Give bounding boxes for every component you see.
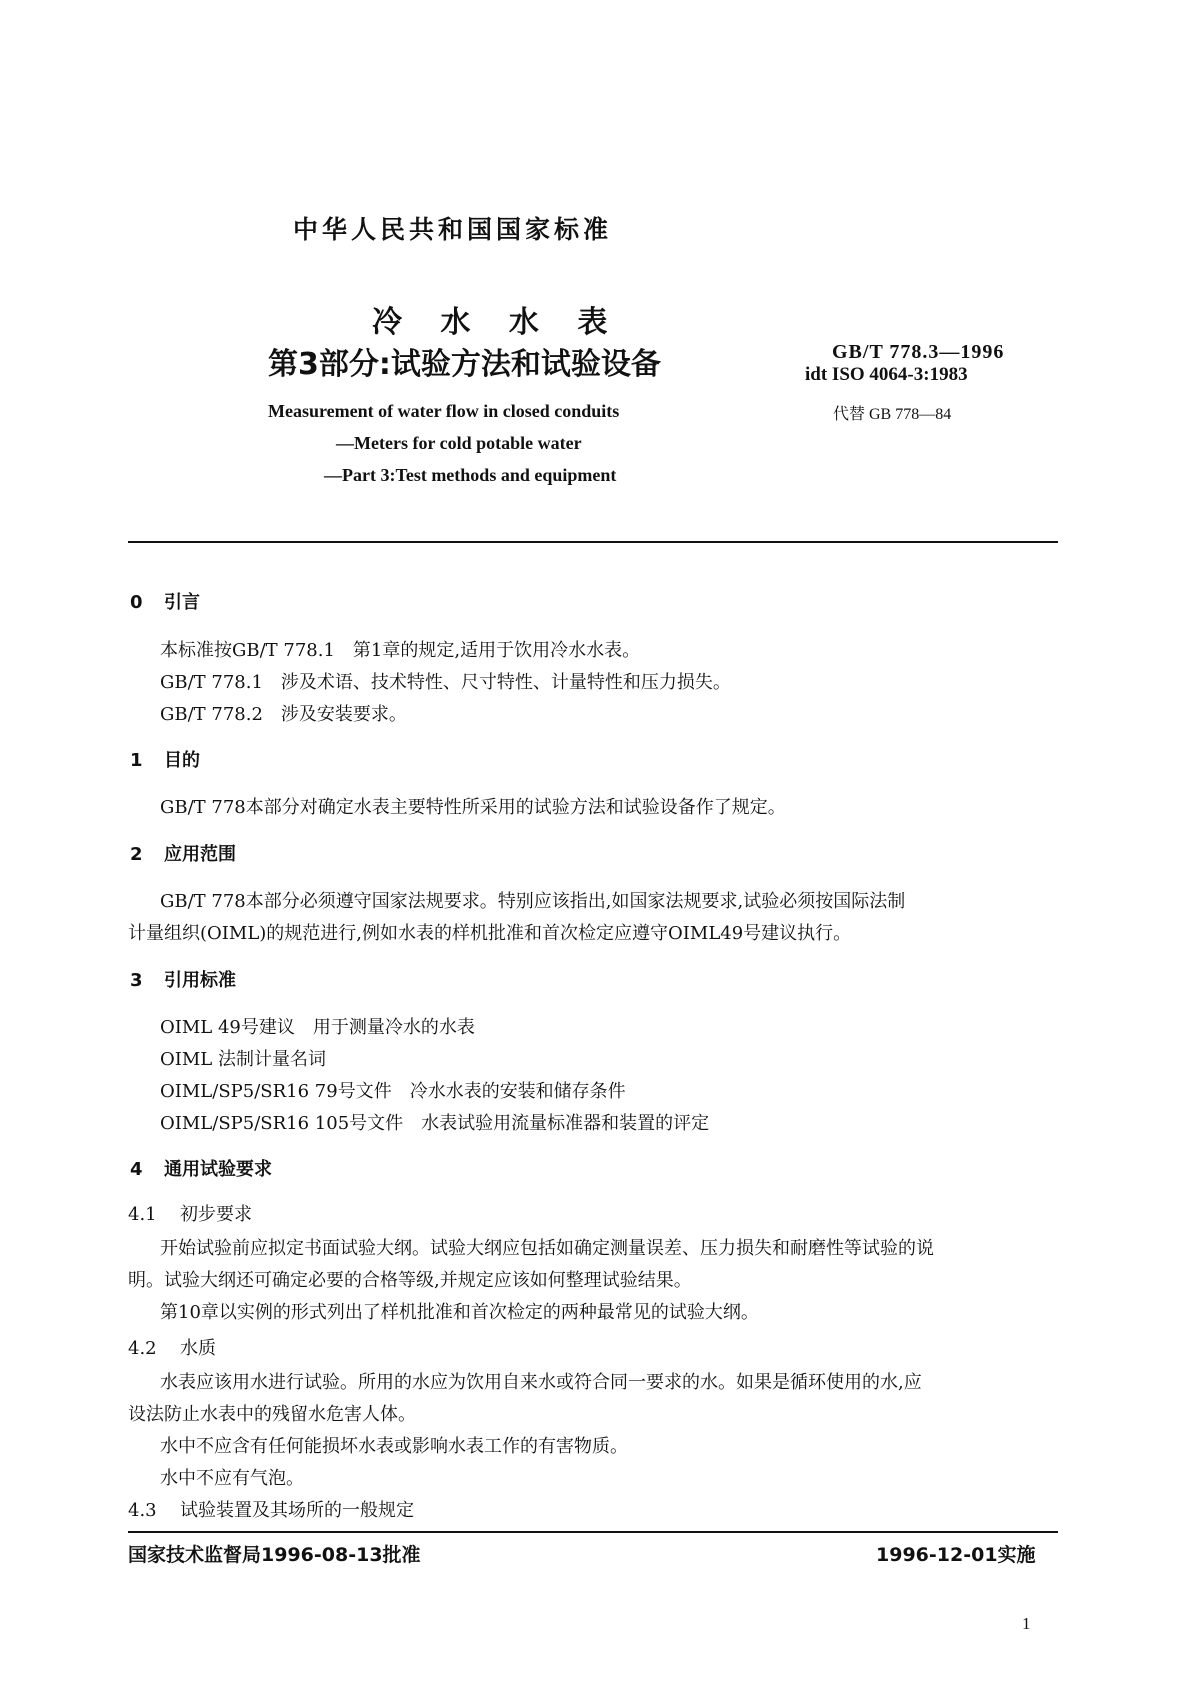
reference-line: OIML 49号建议 用于测量冷水的水表 <box>160 1017 475 1038</box>
english-title-line: Measurement of water flow in closed conduits <box>268 401 620 421</box>
section-title: 应用范围 <box>164 844 236 865</box>
reference-line: OIML 法制计量名词 <box>160 1049 326 1070</box>
subsection-number: 4.3 <box>128 1500 157 1521</box>
paragraph-line: GB/T 778.2 涉及安装要求。 <box>160 704 407 725</box>
paragraph-line: 计量组织(OIML)的规范进行,例如水表的样机批准和首次检定应遵守OIML49号建议执行。 <box>128 923 852 944</box>
english-title-line: —Part 3:Test methods and equipment <box>324 465 617 485</box>
paragraph-line: 本标准按GB/T 778.1 第1章的规定,适用于饮用冷水水表。 <box>160 640 641 661</box>
implementation-date: 1996-12-01实施 <box>876 1544 1036 1566</box>
subsection-number: 4.1 <box>128 1204 157 1225</box>
paragraph-line: 明。试验大纲还可确定必要的合格等级,并规定应该如何整理试验结果。 <box>128 1270 692 1291</box>
english-title-line: —Meters for cold potable water <box>336 433 582 453</box>
page-number: 1 <box>1022 1614 1031 1633</box>
subsection-heading-4-3 <box>128 1496 414 1522</box>
standard-code: GB/T 778.3—1996 <box>832 341 1005 363</box>
paragraph-line: GB/T 778本部分对确定水表主要特性所采用的试验方法和试验设备作了规定。 <box>160 797 786 818</box>
subsection-number: 4.2 <box>128 1338 157 1359</box>
section-number: 0 <box>130 592 143 613</box>
document-subtitle: 第3部分:试验方法和试验设备 <box>268 347 661 382</box>
paragraph-line: 水中不应有气泡。 <box>160 1468 304 1489</box>
paragraph-line: 水表应该用水进行试验。所用的水应为饮用自来水或符合同一要求的水。如果是循环使用的水,应 <box>160 1372 922 1393</box>
section-heading-4 <box>130 1155 272 1181</box>
paragraph-line: GB/T 778.1 涉及术语、技术特性、尺寸特性、计量特性和压力损失。 <box>160 672 731 693</box>
subsection-title: 试验装置及其场所的一般规定 <box>180 1500 414 1521</box>
section-heading-2 <box>130 840 236 866</box>
reference-line: OIML/SP5/SR16 79号文件 冷水水表的安装和储存条件 <box>160 1081 626 1102</box>
section-title: 引言 <box>164 592 200 613</box>
section-number: 1 <box>130 750 143 771</box>
section-heading-0 <box>130 588 200 614</box>
replaces-standard: 代替 GB 778—84 <box>833 406 952 423</box>
footer-divider <box>128 1531 1058 1533</box>
subsection-heading-4-1 <box>128 1200 252 1226</box>
section-number: 4 <box>130 1159 143 1180</box>
national-standard-heading: 中华人民共和国国家标准 <box>293 215 613 244</box>
section-number: 2 <box>130 844 143 865</box>
section-number: 3 <box>130 970 143 991</box>
paragraph-line: 第10章以实例的形式列出了样机批准和首次检定的两种最常见的试验大纲。 <box>160 1302 759 1323</box>
approval-date: 国家技术监督局1996-08-13批准 <box>128 1544 421 1566</box>
paragraph-line: 水中不应含有任何能损坏水表或影响水表工作的有害物质。 <box>160 1436 628 1457</box>
section-title: 目的 <box>164 750 200 771</box>
subsection-heading-4-2 <box>128 1334 216 1360</box>
section-heading-1 <box>130 746 200 772</box>
paragraph-line: GB/T 778本部分必须遵守国家法规要求。特别应该指出,如国家法规要求,试验必须按国际法制 <box>160 891 906 912</box>
identical-standard: idt ISO 4064-3:1983 <box>805 364 968 385</box>
reference-line: OIML/SP5/SR16 105号文件 水表试验用流量标准器和装置的评定 <box>160 1113 710 1134</box>
header-divider <box>128 541 1058 543</box>
section-title: 引用标准 <box>164 970 236 991</box>
subsection-title: 初步要求 <box>180 1204 252 1225</box>
paragraph-line: 设法防止水表中的残留水危害人体。 <box>128 1404 416 1425</box>
subsection-title: 水质 <box>180 1338 216 1359</box>
section-heading-3 <box>130 966 236 992</box>
section-title: 通用试验要求 <box>164 1159 272 1180</box>
paragraph-line: 开始试验前应拟定书面试验大纲。试验大纲应包括如确定测量误差、压力损失和耐磨性等试验的说 <box>160 1238 934 1259</box>
document-title: 冷 水 水 表 <box>372 305 608 340</box>
